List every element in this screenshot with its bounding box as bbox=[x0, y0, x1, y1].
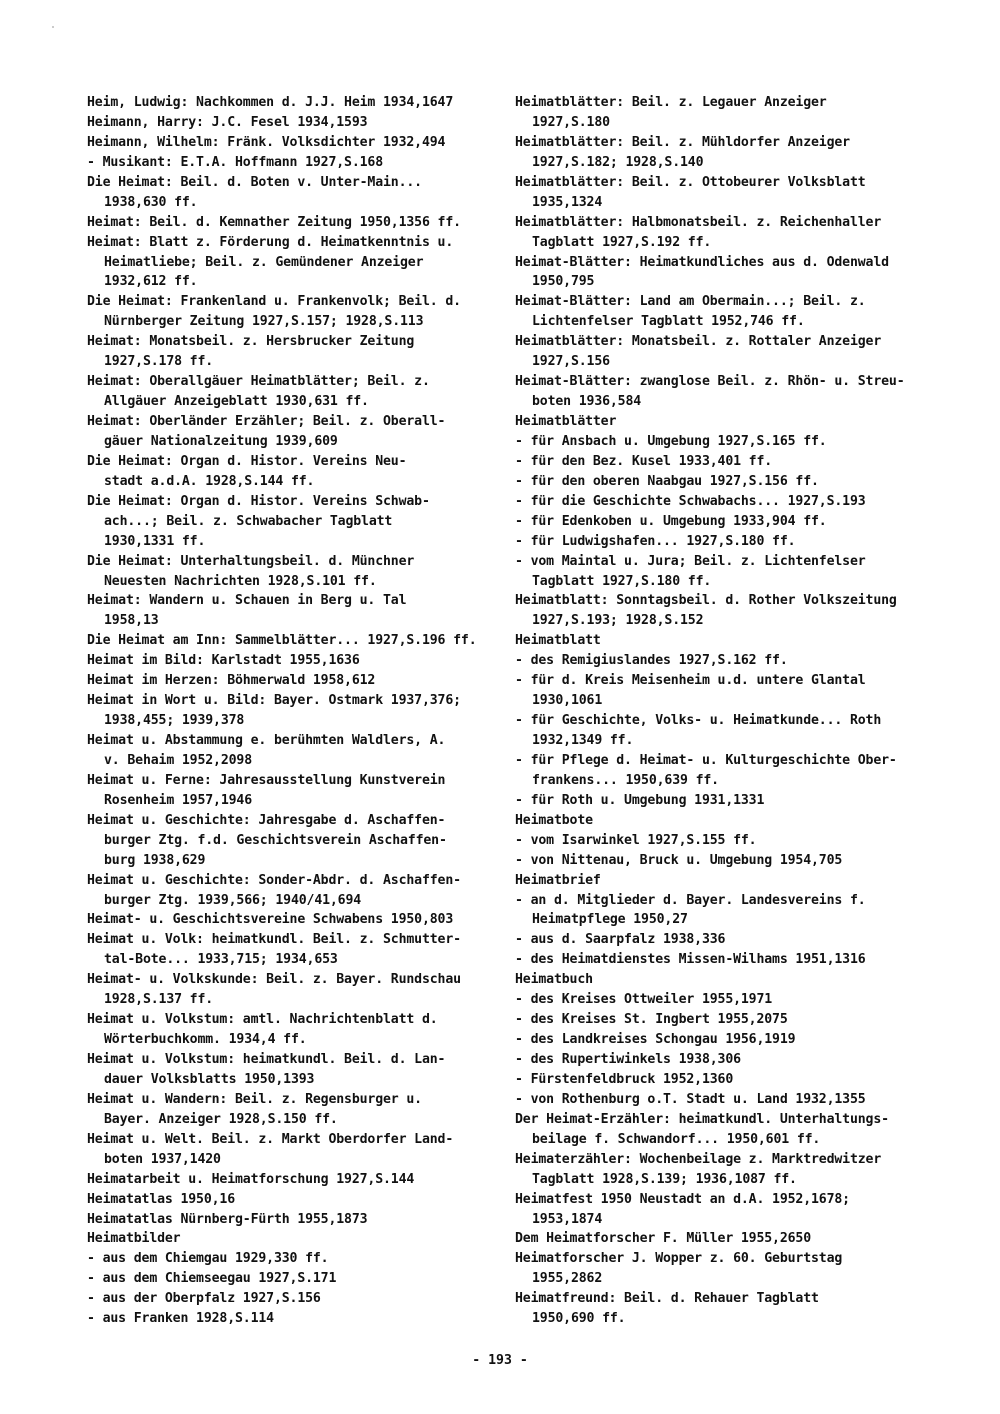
index-entry: - für Edenkoben u. Umgebung 1933,904 ff. bbox=[515, 513, 827, 529]
index-entry: Heimat u. Abstammung e. berühmten Waldlers, A. bbox=[87, 733, 446, 748]
index-entry: - des Kreises St. Ingbert 1955,2075 bbox=[515, 1012, 788, 1028]
index-entry: Die Heimat: Frankenland u. Frankenvolk; Beil. d. bbox=[87, 294, 461, 310]
index-entry: Heimatblätter: Beil. z. Legauer Anzeiger bbox=[515, 95, 827, 110]
index-entry: Heimatblatt: Sonntagsbeil. d. Rother Volkszeitung bbox=[515, 593, 897, 609]
index-entry: Heimatatlas 1950,16 bbox=[87, 1191, 236, 1207]
index-entry: Heimat: Oberallgäuer Heimatblätter; Beil. z. bbox=[87, 374, 430, 390]
index-entry: Heimaterzähler: Wochenbeilage z. Marktredwitzer bbox=[515, 1151, 882, 1167]
index-entry-continuation: Heimatliebe; Beil. z. Gemündener Anzeiger bbox=[104, 254, 424, 270]
index-entry-continuation: 1927,S.193; 1928,S.152 bbox=[532, 613, 704, 629]
index-entry: - des Heimatdienstes Missen-Wilhams 1951,1316 bbox=[515, 952, 866, 968]
index-entry: Heimatfest 1950 Neustadt an d.A. 1952,1678; bbox=[515, 1191, 850, 1207]
index-entry: - für Roth u. Umgebung 1931,1331 bbox=[515, 792, 765, 808]
index-entry-continuation: 1955,2862 bbox=[532, 1271, 603, 1287]
index-entry-continuation: 1953,1874 bbox=[532, 1211, 603, 1227]
index-entry-continuation: v. Behaim 1952,2098 bbox=[104, 752, 253, 768]
index-entry: Heimatblätter: Beil. z. Ottobeurer Volksblatt bbox=[515, 174, 866, 190]
index-entry: Heimatbrief bbox=[515, 872, 601, 888]
index-entry: Heimat u. Geschichte: Jahresgabe d. Aschaffen- bbox=[87, 812, 446, 828]
index-entry-continuation: burger Ztg. 1939,566; 1940/41,694 bbox=[104, 892, 362, 908]
index-entry: Heimatblätter: Halbmonatsbeil. z. Reichenhaller bbox=[515, 214, 882, 230]
index-entry-continuation: 1950,795 bbox=[532, 274, 595, 290]
index-entry: Die Heimat: Organ d. Histor. Vereins Schwab- bbox=[87, 493, 430, 509]
index-entry-continuation: dauer Volksblatts 1950,1393 bbox=[104, 1071, 315, 1087]
index-entry: - für die Geschichte Schwabachs... 1927,S.193 bbox=[515, 493, 866, 509]
index-entry: Heimat: Blatt z. Förderung d. Heimatkenntnis u. bbox=[87, 234, 454, 250]
index-entry: Heimatblätter: Beil. z. Mühldorfer Anzeiger bbox=[515, 134, 850, 150]
index-entry: - aus dem Chiemgau 1929,330 ff. bbox=[87, 1251, 329, 1267]
index-entry: Heimat u. Volkstum: heimatkundl. Beil. d. Lan- bbox=[87, 1052, 446, 1067]
index-entry-continuation: Tagblatt 1928,S.139; 1936,1087 ff. bbox=[532, 1171, 797, 1187]
index-entry: Heimat-Blätter: Land am Obermain...; Beil. z. bbox=[515, 294, 866, 310]
index-entry: - für d. Kreis Meisenheim u.d. untere Glantal bbox=[515, 673, 866, 689]
index-entry: - für den Bez. Kusel 1933,401 ff. bbox=[515, 453, 773, 469]
index-entry: Heimat-Blätter: Heimatkundliches aus d. Odenwald bbox=[515, 254, 889, 270]
index-entry: - des Rupertiwinkels 1938,306 bbox=[515, 1052, 741, 1067]
index-entry-continuation: Bayer. Anzeiger 1928,S.150 ff. bbox=[104, 1111, 338, 1127]
index-entry: Heimat u. Welt. Beil. z. Markt Oberdorfer Land- bbox=[87, 1131, 454, 1147]
index-entry-continuation: Heimatpflege 1950,27 bbox=[532, 912, 688, 928]
index-entry: Heimat u. Ferne: Jahresausstellung Kunstverein bbox=[87, 772, 446, 788]
index-entry-continuation: beilage f. Schwandorf... 1950,601 ff. bbox=[532, 1131, 821, 1147]
index-entry: Die Heimat: Unterhaltungsbeil. d. Münchner bbox=[87, 553, 415, 569]
index-entry-continuation: Rosenheim 1957,1946 bbox=[104, 792, 253, 808]
index-entry-continuation: 1938,630 ff. bbox=[104, 194, 198, 210]
index-entry: - vom Maintal u. Jura; Beil. z. Lichtenfelser bbox=[515, 553, 866, 569]
index-entry: - des Kreises Ottweiler 1955,1971 bbox=[515, 992, 773, 1008]
index-entry-continuation: 1927,S.156 bbox=[532, 354, 610, 370]
index-entry: Heimat u. Volkstum: amtl. Nachrichtenblatt d. bbox=[87, 1012, 438, 1028]
index-entry: Heimatblatt bbox=[515, 633, 601, 649]
index-entry: - vom Isarwinkel 1927,S.155 ff. bbox=[515, 832, 757, 848]
index-entry-continuation: 1927,S.180 bbox=[532, 114, 610, 130]
index-entry: Heimatbuch bbox=[515, 972, 593, 988]
index-entry: - Musikant: E.T.A. Hoffmann 1927,S.168 bbox=[87, 154, 384, 170]
index-entry-continuation: 1927,S.178 ff. bbox=[104, 354, 214, 370]
index-entry-continuation: 1958,13 bbox=[104, 613, 159, 629]
index-entry-continuation: Allgäuer Anzeigeblatt 1930,631 ff. bbox=[104, 394, 369, 410]
index-entry: Heimat- u. Geschichtsvereine Schwabens 1950,803 bbox=[87, 912, 454, 928]
index-entry: - für Geschichte, Volks- u. Heimatkunde... Roth bbox=[515, 713, 882, 729]
index-entry: Heimat u. Wandern: Beil. z. Regensburger u. bbox=[87, 1091, 422, 1107]
scan-speck bbox=[52, 26, 54, 28]
index-entry-continuation: burg 1938,629 bbox=[104, 852, 206, 868]
index-entry: Heimat u. Volk: heimatkundl. Beil. z. Schmutter- bbox=[87, 932, 461, 948]
index-entry-continuation: 1928,S.137 ff. bbox=[104, 992, 214, 1008]
index-entry-continuation: ach...; Beil. z. Schwabacher Tagblatt bbox=[104, 513, 393, 529]
index-entry: Die Heimat am Inn: Sammelblätter... 1927,S.196 ff. bbox=[87, 633, 477, 649]
index-entry: - von Rothenburg o.T. Stadt u. Land 1932,1355 bbox=[515, 1091, 866, 1107]
index-entry-continuation: burger Ztg. f.d. Geschichtsverein Aschaffen- bbox=[104, 832, 447, 848]
index-entry-continuation: boten 1937,1420 bbox=[104, 1151, 221, 1167]
index-entry: Heimatbote bbox=[515, 812, 593, 828]
index-entry-continuation: Nürnberger Zeitung 1927,S.157; 1928,S.113 bbox=[104, 314, 424, 330]
index-entry-continuation: 1932,1349 ff. bbox=[532, 733, 634, 748]
index-entry-continuation: 1938,455; 1939,378 bbox=[104, 713, 245, 729]
index-entry: Heimatatlas Nürnberg-Fürth 1955,1873 bbox=[87, 1211, 368, 1227]
index-entry: Heimatforscher J. Wopper z. 60. Geburtstag bbox=[515, 1251, 843, 1267]
index-entry-continuation: Tagblatt 1927,S.192 ff. bbox=[532, 234, 712, 250]
index-entry: Heimann, Wilhelm: Fränk. Volksdichter 1932,494 bbox=[87, 134, 446, 150]
index-entry: Die Heimat: Organ d. Histor. Vereins Neu- bbox=[87, 453, 407, 469]
index-entry: - an d. Mitglieder d. Bayer. Landesvereins f. bbox=[515, 892, 866, 908]
index-entry: Heimat im Herzen: Böhmerwald 1958,612 bbox=[87, 673, 376, 689]
index-entry: Heimatfreund: Beil. d. Rehauer Tagblatt bbox=[515, 1291, 819, 1307]
index-entry: Heimat- u. Volkskunde: Beil. z. Bayer. Rundschau bbox=[87, 972, 461, 988]
index-entry-continuation: Wörterbuchkomm. 1934,4 ff. bbox=[104, 1032, 307, 1048]
index-entry: Heimat u. Geschichte: Sonder-Abdr. d. Aschaffen- bbox=[87, 872, 461, 888]
index-entry: Heimat: Wandern u. Schauen in Berg u. Tal bbox=[87, 593, 407, 609]
index-entry: Heimat-Blätter: zwanglose Beil. z. Rhön- u. Streu- bbox=[515, 374, 905, 390]
index-entry: Heimatblätter bbox=[515, 414, 617, 429]
index-entry: Heimat: Monatsbeil. z. Hersbrucker Zeitung bbox=[87, 334, 415, 350]
index-entry-continuation: stadt a.d.A. 1928,S.144 ff. bbox=[104, 473, 315, 489]
index-entry-continuation: tal-Bote... 1933,715; 1934,653 bbox=[104, 952, 338, 968]
index-entry: Die Heimat: Beil. d. Boten v. Unter-Main... bbox=[87, 174, 422, 190]
index-entry-continuation: gäuer Nationalzeitung 1939,609 bbox=[104, 433, 338, 449]
index-entry: - für Pflege d. Heimat- u. Kulturgeschichte Ober- bbox=[515, 752, 897, 768]
index-entry: - des Remigiuslandes 1927,S.162 ff. bbox=[515, 653, 788, 669]
index-entry: Heim, Ludwig: Nachkommen d. J.J. Heim 1934,1647 bbox=[87, 95, 454, 110]
index-entry: - des Landkreises Schongau 1956,1919 bbox=[515, 1032, 796, 1048]
index-entry-continuation: 1935,1324 bbox=[532, 194, 603, 210]
right-column bbox=[515, 93, 935, 1329]
index-entry-continuation: 1930,1061 bbox=[532, 693, 603, 709]
index-entry-continuation: Neuesten Nachrichten 1928,S.101 ff. bbox=[104, 573, 377, 589]
index-entry-continuation: 1930,1331 ff. bbox=[104, 533, 206, 549]
index-entry: - aus der Oberpfalz 1927,S.156 bbox=[87, 1291, 321, 1307]
index-entry-continuation: 1932,612 ff. bbox=[104, 274, 198, 290]
index-entry-continuation: 1950,690 ff. bbox=[532, 1311, 626, 1327]
index-entry: - aus Franken 1928,S.114 bbox=[87, 1311, 274, 1327]
index-entry-continuation: boten 1936,584 bbox=[532, 394, 642, 410]
index-entry: - aus d. Saarpfalz 1938,336 bbox=[515, 932, 726, 948]
index-entry: Heimat in Wort u. Bild: Bayer. Ostmark 1937,376; bbox=[87, 693, 461, 709]
index-entry: Heimat: Oberländer Erzähler; Beil. z. Oberall- bbox=[87, 414, 446, 429]
index-entry: Heimatblätter: Monatsbeil. z. Rottaler Anzeiger bbox=[515, 334, 882, 350]
index-entry-continuation: Lichtenfelser Tagblatt 1952,746 ff. bbox=[532, 314, 805, 330]
index-entry: Der Heimat-Erzähler: heimatkundl. Unterhaltungs- bbox=[515, 1111, 889, 1127]
index-entry: Heimatbilder bbox=[87, 1231, 181, 1247]
index-entry-continuation: 1927,S.182; 1928,S.140 bbox=[532, 154, 704, 170]
page-number: - 193 - bbox=[472, 1353, 528, 1368]
index-entry: - für Ludwigshafen... 1927,S.180 ff. bbox=[515, 533, 796, 549]
index-entry: - von Nittenau, Bruck u. Umgebung 1954,705 bbox=[515, 852, 843, 868]
index-entry: Heimann, Harry: J.C. Fesel 1934,1593 bbox=[87, 114, 368, 130]
index-entry-continuation: frankens... 1950,639 ff. bbox=[532, 772, 719, 788]
left-column bbox=[87, 93, 497, 1329]
index-entry: Dem Heimatforscher F. Müller 1955,2650 bbox=[515, 1231, 812, 1247]
index-entry: - für Ansbach u. Umgebung 1927,S.165 ff. bbox=[515, 433, 827, 449]
index-entry: Heimat im Bild: Karlstadt 1955,1636 bbox=[87, 653, 360, 669]
index-entry-continuation: Tagblatt 1927,S.180 ff. bbox=[532, 573, 712, 589]
index-entry: - Fürstenfeldbruck 1952,1360 bbox=[515, 1071, 734, 1087]
index-entry: Heimatarbeit u. Heimatforschung 1927,S.144 bbox=[87, 1171, 415, 1187]
index-entry: - aus dem Chiemseegau 1927,S.171 bbox=[87, 1271, 337, 1287]
index-entry: - für den oberen Naabgau 1927,S.156 ff. bbox=[515, 473, 819, 489]
index-entry: Heimat: Beil. d. Kemnather Zeitung 1950,1356 ff. bbox=[87, 214, 461, 230]
